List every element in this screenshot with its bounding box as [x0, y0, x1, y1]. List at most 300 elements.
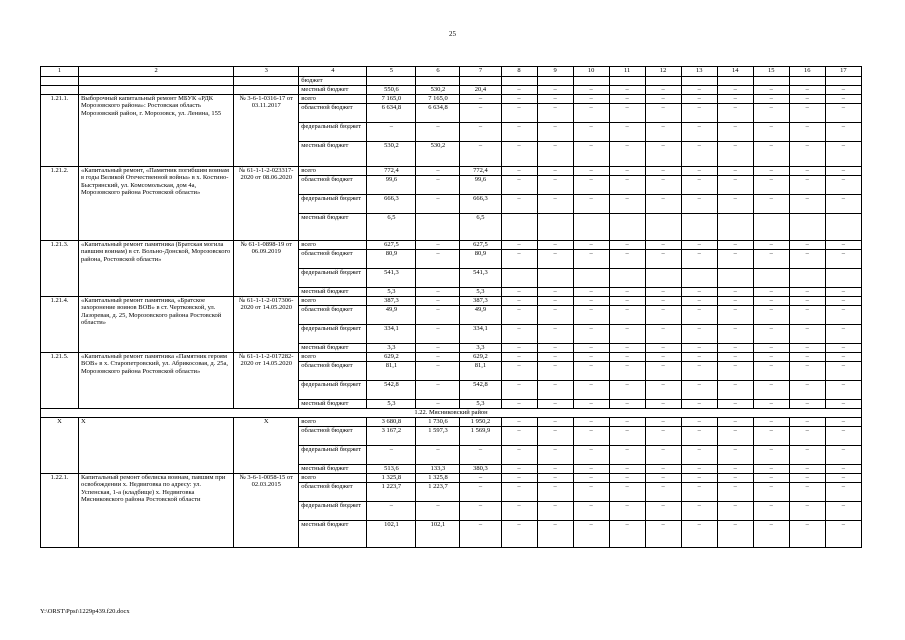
value-cell: [645, 77, 681, 86]
value-cell: 772,4: [367, 167, 416, 176]
budget-source: федеральный бюджет: [299, 325, 367, 344]
value-cell: 334,1: [367, 325, 416, 344]
value-cell: –: [717, 86, 753, 95]
value-cell: 666,3: [367, 195, 416, 214]
value-cell: [460, 77, 501, 86]
item-number: [41, 86, 79, 95]
budget-source: местный бюджет: [299, 288, 367, 297]
value-cell: –: [573, 95, 609, 104]
value-cell: 20,4: [460, 86, 501, 95]
value-cell: –: [645, 104, 681, 123]
value-cell: –: [501, 381, 537, 400]
value-cell: –: [573, 344, 609, 353]
table-row: [41, 167, 862, 176]
column-number: 9: [537, 67, 573, 77]
value-cell: [573, 214, 609, 241]
value-cell: –: [609, 446, 645, 465]
value-cell: 80,9: [460, 250, 501, 269]
value-cell: –: [789, 381, 825, 400]
value-cell: –: [537, 353, 573, 362]
value-cell: –: [609, 306, 645, 325]
value-cell: –: [537, 297, 573, 306]
value-cell: –: [717, 381, 753, 400]
budget-source: местный бюджет: [299, 86, 367, 95]
value-cell: –: [573, 297, 609, 306]
value-cell: –: [537, 123, 573, 142]
value-cell: –: [789, 418, 825, 427]
value-cell: –: [825, 325, 861, 344]
value-cell: –: [537, 95, 573, 104]
item-description: «Капитальный ремонт памятника (Братская могила павшим воинам) в ст. Вольно-Донской, Морозовского района, Ростовской области»: [79, 241, 234, 297]
value-cell: [681, 214, 717, 241]
value-cell: 133,3: [416, 465, 460, 474]
value-cell: –: [681, 95, 717, 104]
value-cell: 7 165,0: [367, 95, 416, 104]
value-cell: 666,3: [460, 195, 501, 214]
value-cell: –: [825, 176, 861, 195]
value-cell: –: [789, 241, 825, 250]
value-cell: –: [367, 123, 416, 142]
value-cell: [501, 214, 537, 241]
value-cell: –: [609, 86, 645, 95]
value-cell: –: [537, 167, 573, 176]
value-cell: –: [645, 344, 681, 353]
value-cell: –: [537, 400, 573, 409]
value-cell: –: [825, 142, 861, 167]
value-cell: 1 730,6: [416, 418, 460, 427]
budget-source: всего: [299, 297, 367, 306]
value-cell: –: [460, 521, 501, 548]
value-cell: –: [753, 250, 789, 269]
value-cell: –: [789, 167, 825, 176]
value-cell: –: [609, 142, 645, 167]
value-cell: –: [717, 418, 753, 427]
value-cell: –: [789, 195, 825, 214]
value-cell: 1 325,8: [367, 474, 416, 483]
value-cell: –: [537, 418, 573, 427]
column-number: 10: [573, 67, 609, 77]
budget-source: местный бюджет: [299, 400, 367, 409]
value-cell: –: [825, 521, 861, 548]
value-cell: –: [501, 344, 537, 353]
value-cell: –: [537, 306, 573, 325]
value-cell: –: [609, 167, 645, 176]
value-cell: –: [537, 142, 573, 167]
item-description: [79, 77, 234, 86]
table-row: [41, 474, 862, 483]
value-cell: –: [753, 502, 789, 521]
budget-source: федеральный бюджет: [299, 502, 367, 521]
value-cell: –: [753, 297, 789, 306]
value-cell: –: [825, 104, 861, 123]
value-cell: –: [416, 250, 460, 269]
value-cell: –: [825, 474, 861, 483]
value-cell: 542,8: [460, 381, 501, 400]
value-cell: –: [753, 241, 789, 250]
value-cell: –: [825, 502, 861, 521]
value-cell: –: [681, 362, 717, 381]
budget-source: всего: [299, 418, 367, 427]
value-cell: –: [717, 474, 753, 483]
value-cell: –: [645, 195, 681, 214]
item-number: 1.21.3.: [41, 241, 79, 297]
value-cell: –: [501, 362, 537, 381]
value-cell: –: [573, 167, 609, 176]
item-description: Выборочный капитальный ремонт МБУК «РДК Морозовского района»: Ростовская область Морозовский район, г. Морозовск, ул. Ленина, 155: [79, 95, 234, 167]
value-cell: –: [416, 400, 460, 409]
column-number: 16: [789, 67, 825, 77]
value-cell: –: [789, 250, 825, 269]
value-cell: –: [645, 176, 681, 195]
value-cell: –: [681, 427, 717, 446]
value-cell: [825, 77, 861, 86]
value-cell: –: [501, 353, 537, 362]
item-description: «Капитальный ремонт памятника «Памятник героям ВОВ» в х. Старопетровский, ул. Абрикосовая, д. 25а, Морозовского района Ростовской области»: [79, 353, 234, 409]
value-cell: –: [573, 474, 609, 483]
value-cell: –: [573, 521, 609, 548]
value-cell: –: [609, 195, 645, 214]
value-cell: –: [501, 306, 537, 325]
value-cell: –: [416, 167, 460, 176]
value-cell: [416, 214, 460, 241]
value-cell: –: [753, 418, 789, 427]
budget-source: всего: [299, 167, 367, 176]
value-cell: –: [645, 465, 681, 474]
value-cell: –: [717, 95, 753, 104]
value-cell: –: [573, 465, 609, 474]
value-cell: [825, 269, 861, 288]
value-cell: [681, 269, 717, 288]
value-cell: –: [501, 250, 537, 269]
value-cell: 1 569,9: [460, 427, 501, 446]
value-cell: –: [645, 427, 681, 446]
value-cell: –: [717, 142, 753, 167]
value-cell: –: [681, 400, 717, 409]
value-cell: –: [537, 86, 573, 95]
value-cell: –: [789, 465, 825, 474]
document-number: [234, 77, 299, 86]
value-cell: –: [681, 344, 717, 353]
value-cell: –: [573, 446, 609, 465]
value-cell: –: [645, 288, 681, 297]
value-cell: –: [645, 353, 681, 362]
value-cell: –: [825, 167, 861, 176]
value-cell: –: [573, 142, 609, 167]
value-cell: –: [501, 123, 537, 142]
value-cell: –: [789, 95, 825, 104]
value-cell: –: [645, 502, 681, 521]
value-cell: 1 223,7: [416, 483, 460, 502]
value-cell: –: [789, 123, 825, 142]
value-cell: –: [501, 86, 537, 95]
budget-source: всего: [299, 474, 367, 483]
column-number: 12: [645, 67, 681, 77]
value-cell: –: [460, 474, 501, 483]
value-cell: –: [681, 381, 717, 400]
value-cell: –: [717, 297, 753, 306]
value-cell: –: [501, 167, 537, 176]
value-cell: –: [573, 306, 609, 325]
value-cell: –: [789, 142, 825, 167]
item-number: 1.22.1.: [41, 474, 79, 548]
value-cell: –: [573, 483, 609, 502]
value-cell: –: [609, 176, 645, 195]
value-cell: –: [681, 521, 717, 548]
value-cell: –: [681, 167, 717, 176]
value-cell: –: [645, 167, 681, 176]
column-number: 15: [753, 67, 789, 77]
value-cell: –: [681, 176, 717, 195]
value-cell: –: [609, 465, 645, 474]
value-cell: –: [609, 427, 645, 446]
value-cell: 1 597,3: [416, 427, 460, 446]
value-cell: –: [789, 521, 825, 548]
item-number: [41, 77, 79, 86]
value-cell: –: [501, 297, 537, 306]
value-cell: 6,5: [367, 214, 416, 241]
document-number: № 3-6-1-0316-17 от 03.11.2017: [234, 95, 299, 167]
budget-source: местный бюджет: [299, 214, 367, 241]
value-cell: –: [717, 123, 753, 142]
value-cell: –: [825, 241, 861, 250]
value-cell: –: [416, 195, 460, 214]
value-cell: 1 950,2: [460, 418, 501, 427]
value-cell: –: [537, 474, 573, 483]
value-cell: [501, 269, 537, 288]
budget-source: местный бюджет: [299, 521, 367, 548]
value-cell: –: [753, 400, 789, 409]
value-cell: –: [416, 297, 460, 306]
value-cell: 542,8: [367, 381, 416, 400]
value-cell: –: [460, 502, 501, 521]
budget-source: всего: [299, 353, 367, 362]
value-cell: –: [753, 306, 789, 325]
value-cell: –: [753, 446, 789, 465]
value-cell: –: [573, 362, 609, 381]
value-cell: –: [717, 176, 753, 195]
value-cell: –: [681, 123, 717, 142]
value-cell: 3,3: [460, 344, 501, 353]
value-cell: –: [825, 483, 861, 502]
value-cell: –: [573, 104, 609, 123]
value-cell: [501, 77, 537, 86]
value-cell: 5,3: [460, 288, 501, 297]
value-cell: 334,1: [460, 325, 501, 344]
document-number: № 61-1-1-2-017306-2020 от 14.05.2020: [234, 297, 299, 353]
column-number: 8: [501, 67, 537, 77]
value-cell: –: [645, 142, 681, 167]
value-cell: –: [537, 344, 573, 353]
item-description: [79, 86, 234, 95]
value-cell: –: [416, 446, 460, 465]
value-cell: [573, 77, 609, 86]
value-cell: –: [501, 465, 537, 474]
value-cell: –: [717, 521, 753, 548]
value-cell: [717, 77, 753, 86]
value-cell: –: [717, 325, 753, 344]
value-cell: –: [537, 325, 573, 344]
value-cell: –: [645, 241, 681, 250]
value-cell: –: [645, 325, 681, 344]
item-description: «Капитальный ремонт памятника, «Братское захоронение воинов ВОВ» в ст. Чертковской, ул. Лазоревая, д. 25, Морозовского района Ростовской области»: [79, 297, 234, 353]
item-description: Капитальный ремонт обелиска воинам, павшим при освобождении х. Недвиговка по адресу: ул. Успенская, 1-а (кладбище) х. Недвиговка Мясниковского района Ростовской области: [79, 474, 234, 548]
value-cell: [789, 269, 825, 288]
value-cell: –: [416, 176, 460, 195]
value-cell: 99,6: [367, 176, 416, 195]
value-cell: –: [609, 483, 645, 502]
value-cell: –: [367, 502, 416, 521]
value-cell: –: [537, 381, 573, 400]
table-row: [41, 86, 862, 95]
value-cell: –: [789, 483, 825, 502]
value-cell: –: [717, 502, 753, 521]
value-cell: –: [416, 123, 460, 142]
value-cell: –: [416, 344, 460, 353]
budget-source: местный бюджет: [299, 344, 367, 353]
value-cell: 629,2: [367, 353, 416, 362]
value-cell: –: [681, 465, 717, 474]
value-cell: –: [789, 104, 825, 123]
value-cell: –: [609, 104, 645, 123]
value-cell: [416, 77, 460, 86]
value-cell: –: [753, 381, 789, 400]
value-cell: –: [609, 250, 645, 269]
value-cell: –: [681, 104, 717, 123]
item-number: 1.21.2.: [41, 167, 79, 241]
value-cell: –: [825, 95, 861, 104]
table-row: [41, 297, 862, 306]
value-cell: –: [537, 250, 573, 269]
value-cell: –: [753, 353, 789, 362]
value-cell: –: [537, 195, 573, 214]
value-cell: –: [645, 95, 681, 104]
value-cell: –: [753, 362, 789, 381]
value-cell: –: [681, 483, 717, 502]
value-cell: –: [573, 123, 609, 142]
value-cell: –: [609, 353, 645, 362]
value-cell: –: [609, 344, 645, 353]
value-cell: –: [501, 474, 537, 483]
value-cell: –: [501, 241, 537, 250]
value-cell: –: [501, 418, 537, 427]
value-cell: –: [501, 400, 537, 409]
value-cell: –: [573, 250, 609, 269]
value-cell: –: [573, 325, 609, 344]
value-cell: –: [501, 95, 537, 104]
document-number: Х: [234, 418, 299, 474]
value-cell: –: [416, 381, 460, 400]
value-cell: –: [416, 325, 460, 344]
column-number: 13: [681, 67, 717, 77]
item-description: «Капитальный ремонт, «Памятник погибшим воинам в годы Великой Отечественной войны» в х. Костино-Быстрянский, ул. Комсомольская, дом 4а, Морозовского района Ростовской области»: [79, 167, 234, 241]
value-cell: –: [537, 241, 573, 250]
value-cell: –: [573, 381, 609, 400]
value-cell: –: [717, 446, 753, 465]
value-cell: –: [501, 142, 537, 167]
value-cell: –: [753, 142, 789, 167]
value-cell: –: [681, 250, 717, 269]
value-cell: –: [416, 306, 460, 325]
value-cell: –: [609, 123, 645, 142]
value-cell: –: [460, 123, 501, 142]
column-number: 14: [717, 67, 753, 77]
value-cell: –: [753, 288, 789, 297]
value-cell: –: [645, 446, 681, 465]
value-cell: –: [789, 86, 825, 95]
budget-source: областной бюджет: [299, 306, 367, 325]
value-cell: –: [753, 427, 789, 446]
value-cell: 550,6: [367, 86, 416, 95]
column-number: 11: [609, 67, 645, 77]
value-cell: –: [789, 502, 825, 521]
value-cell: –: [825, 446, 861, 465]
value-cell: –: [681, 446, 717, 465]
value-cell: –: [753, 176, 789, 195]
value-cell: –: [537, 362, 573, 381]
value-cell: –: [573, 400, 609, 409]
value-cell: 3 680,8: [367, 418, 416, 427]
value-cell: –: [753, 104, 789, 123]
value-cell: –: [416, 241, 460, 250]
value-cell: 5,3: [460, 400, 501, 409]
value-cell: –: [717, 241, 753, 250]
budget-source: всего: [299, 241, 367, 250]
value-cell: –: [609, 95, 645, 104]
value-cell: –: [717, 362, 753, 381]
value-cell: 7 165,0: [416, 95, 460, 104]
value-cell: –: [681, 325, 717, 344]
value-cell: 6,5: [460, 214, 501, 241]
value-cell: 1 325,8: [416, 474, 460, 483]
value-cell: –: [789, 400, 825, 409]
value-cell: [753, 77, 789, 86]
value-cell: –: [717, 167, 753, 176]
value-cell: 5,3: [367, 400, 416, 409]
value-cell: 49,9: [460, 306, 501, 325]
value-cell: –: [825, 400, 861, 409]
value-cell: 1 223,7: [367, 483, 416, 502]
value-cell: [789, 214, 825, 241]
value-cell: 81,1: [367, 362, 416, 381]
value-cell: –: [825, 465, 861, 474]
value-cell: –: [609, 325, 645, 344]
value-cell: [825, 214, 861, 241]
value-cell: 6 634,8: [367, 104, 416, 123]
value-cell: –: [717, 288, 753, 297]
value-cell: –: [573, 288, 609, 297]
value-cell: –: [573, 241, 609, 250]
value-cell: –: [717, 427, 753, 446]
value-cell: –: [537, 176, 573, 195]
value-cell: –: [609, 288, 645, 297]
value-cell: –: [645, 483, 681, 502]
value-cell: –: [753, 474, 789, 483]
value-cell: [753, 269, 789, 288]
value-cell: –: [753, 123, 789, 142]
value-cell: –: [416, 362, 460, 381]
value-cell: –: [789, 288, 825, 297]
value-cell: –: [573, 427, 609, 446]
column-number: 5: [367, 67, 416, 77]
value-cell: [789, 77, 825, 86]
value-cell: –: [825, 306, 861, 325]
value-cell: [537, 214, 573, 241]
value-cell: –: [681, 306, 717, 325]
budget-source: федеральный бюджет: [299, 381, 367, 400]
value-cell: 102,1: [367, 521, 416, 548]
value-cell: –: [825, 86, 861, 95]
column-number: 2: [79, 67, 234, 77]
